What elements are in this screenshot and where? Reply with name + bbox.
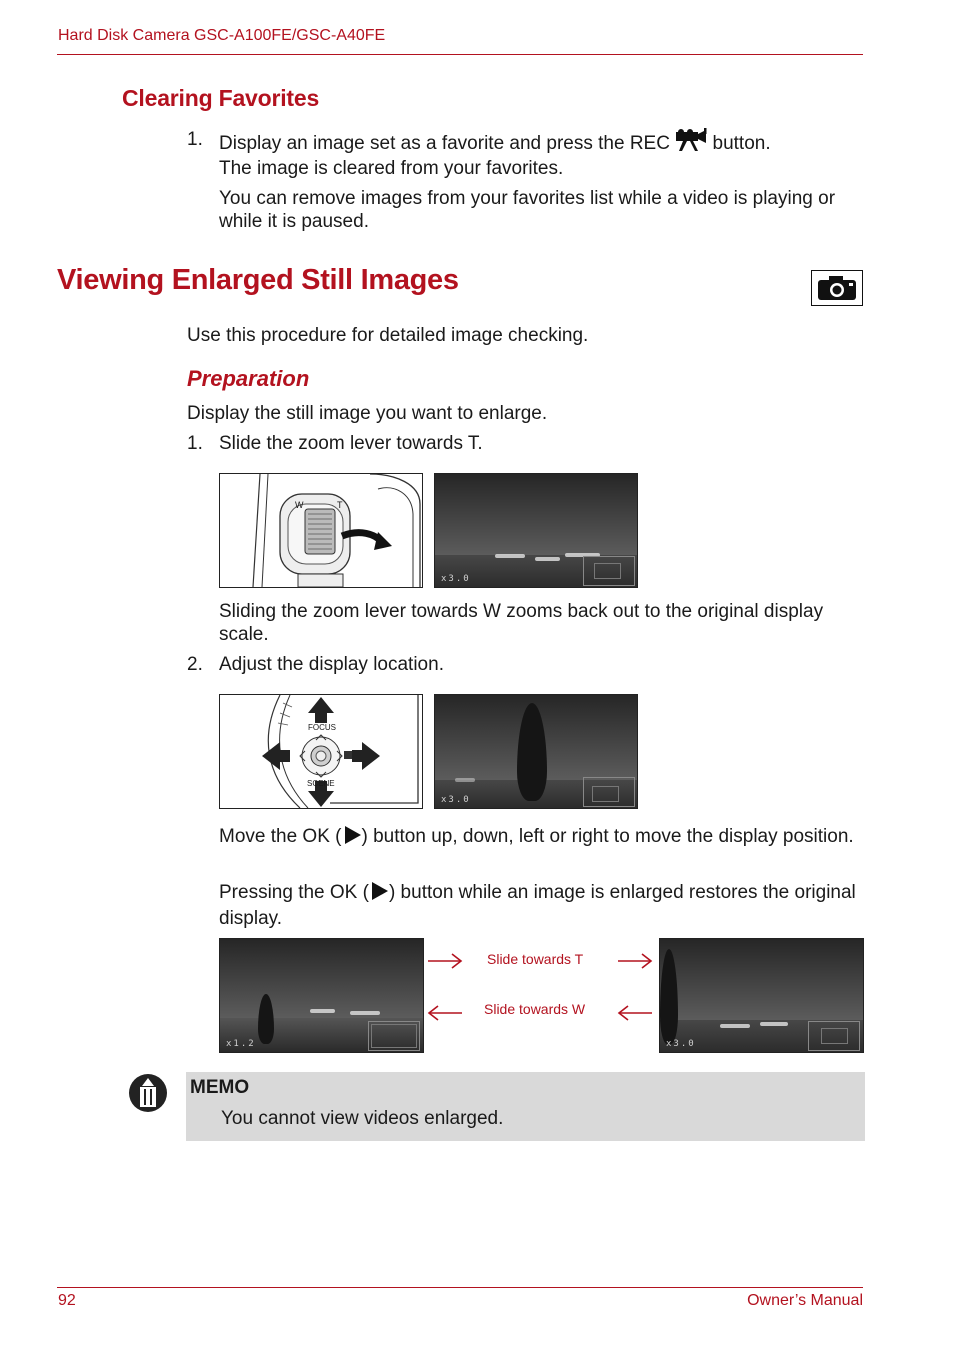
photo-x3-0 — [659, 938, 864, 1053]
step-text: Adjust the display location. — [219, 654, 444, 675]
step-text: Slide the zoom lever towards T. — [219, 433, 483, 454]
step-note: You can remove images from your favorites list while a video is playing or while it is paused. — [219, 188, 836, 232]
step-text — [219, 128, 859, 158]
enlarged-photo-tree — [434, 694, 638, 809]
move-instruction — [219, 825, 859, 851]
zoom-readout: x1.2 — [226, 1039, 256, 1049]
photo-cloud — [350, 1011, 380, 1015]
photo-sky — [660, 939, 863, 1020]
slide-towards-t-label: Slide towards T — [487, 951, 584, 967]
photo-cloud — [310, 1009, 335, 1013]
photo-cloud — [495, 554, 525, 558]
photo-cloud — [720, 1024, 750, 1028]
photo-sky — [220, 939, 423, 1018]
press-text-part: ) button while an image is enlarged restores the original display. — [219, 882, 856, 929]
move-text-part: Move the OK ( — [219, 826, 342, 847]
header-rule — [57, 54, 863, 55]
press-text-part: Pressing the OK ( — [219, 882, 369, 903]
zoom-position-marker — [821, 1028, 848, 1044]
photo-cloud — [760, 1022, 788, 1026]
enlarged-photo-x3 — [434, 473, 638, 588]
photo-sky — [435, 474, 637, 555]
photo-cloud — [455, 778, 475, 782]
arrow-left-icon — [617, 1004, 653, 1022]
play-icon — [369, 881, 389, 907]
lever-w-label: W — [295, 500, 304, 510]
zoom-position-frame — [368, 1021, 420, 1051]
step-text-part: button. — [712, 133, 771, 154]
step-number: 2. — [187, 654, 203, 675]
move-text-part: ) button up, down, left or right to move the display position. — [361, 826, 854, 847]
movie-camera-icon — [675, 128, 707, 158]
photo-x1-2 — [219, 938, 424, 1053]
camera-icon — [811, 270, 863, 306]
scene-label: SCENE — [307, 779, 335, 788]
step-text-part: Display an image set as a favorite and press the REC — [219, 133, 670, 154]
section-title-viewing-enlarged: Viewing Enlarged Still Images — [57, 264, 459, 296]
focus-label: FOCUS — [308, 723, 336, 732]
manual-label: Owner’s Manual — [747, 1292, 863, 1309]
preparation-title: Preparation — [187, 366, 310, 391]
step-result: The image is cleared from your favorites. — [219, 158, 564, 179]
step-note: Sliding the zoom lever towards W zooms back out to the original display scale. — [219, 601, 824, 645]
slide-towards-w-label: Slide towards W — [484, 1001, 586, 1017]
play-icon — [342, 825, 362, 851]
zoom-position-frame — [583, 556, 635, 586]
lever-t-label: T — [337, 500, 343, 510]
zoom-position-marker — [371, 1024, 417, 1048]
page-number: 92 — [58, 1292, 76, 1309]
intro-text: Use this procedure for detailed image checking. — [187, 325, 589, 346]
zoom-readout: x3.0 — [441, 795, 471, 805]
arrow-right-icon — [427, 952, 463, 970]
photo-cloud — [535, 557, 560, 561]
arrow-left-icon — [427, 1004, 463, 1022]
running-header: Hard Disk Camera GSC-A100FE/GSC-A40FE — [58, 27, 386, 44]
press-instruction — [219, 881, 859, 930]
zoom-position-marker — [594, 563, 621, 579]
arrow-right-icon — [617, 952, 653, 970]
section-title-clearing-favorites: Clearing Favorites — [122, 85, 320, 111]
memo-box — [186, 1072, 865, 1141]
memo-text: You cannot view videos enlarged. — [221, 1108, 504, 1129]
memo-title: MEMO — [190, 1077, 250, 1098]
ok-button-illustration — [219, 694, 423, 809]
memo-pencil-icon — [128, 1073, 168, 1113]
zoom-readout: x3.0 — [441, 574, 471, 584]
preparation-text: Display the still image you want to enlarge. — [187, 403, 548, 424]
zoom-readout: x3.0 — [666, 1039, 696, 1049]
zoom-position-frame — [808, 1021, 860, 1051]
step-number: 1. — [187, 129, 203, 150]
zoom-position-frame — [583, 777, 635, 807]
footer-rule — [57, 1287, 863, 1288]
zoom-position-marker — [592, 786, 619, 802]
zoom-lever-illustration — [219, 473, 423, 588]
step-number: 1. — [187, 433, 203, 454]
